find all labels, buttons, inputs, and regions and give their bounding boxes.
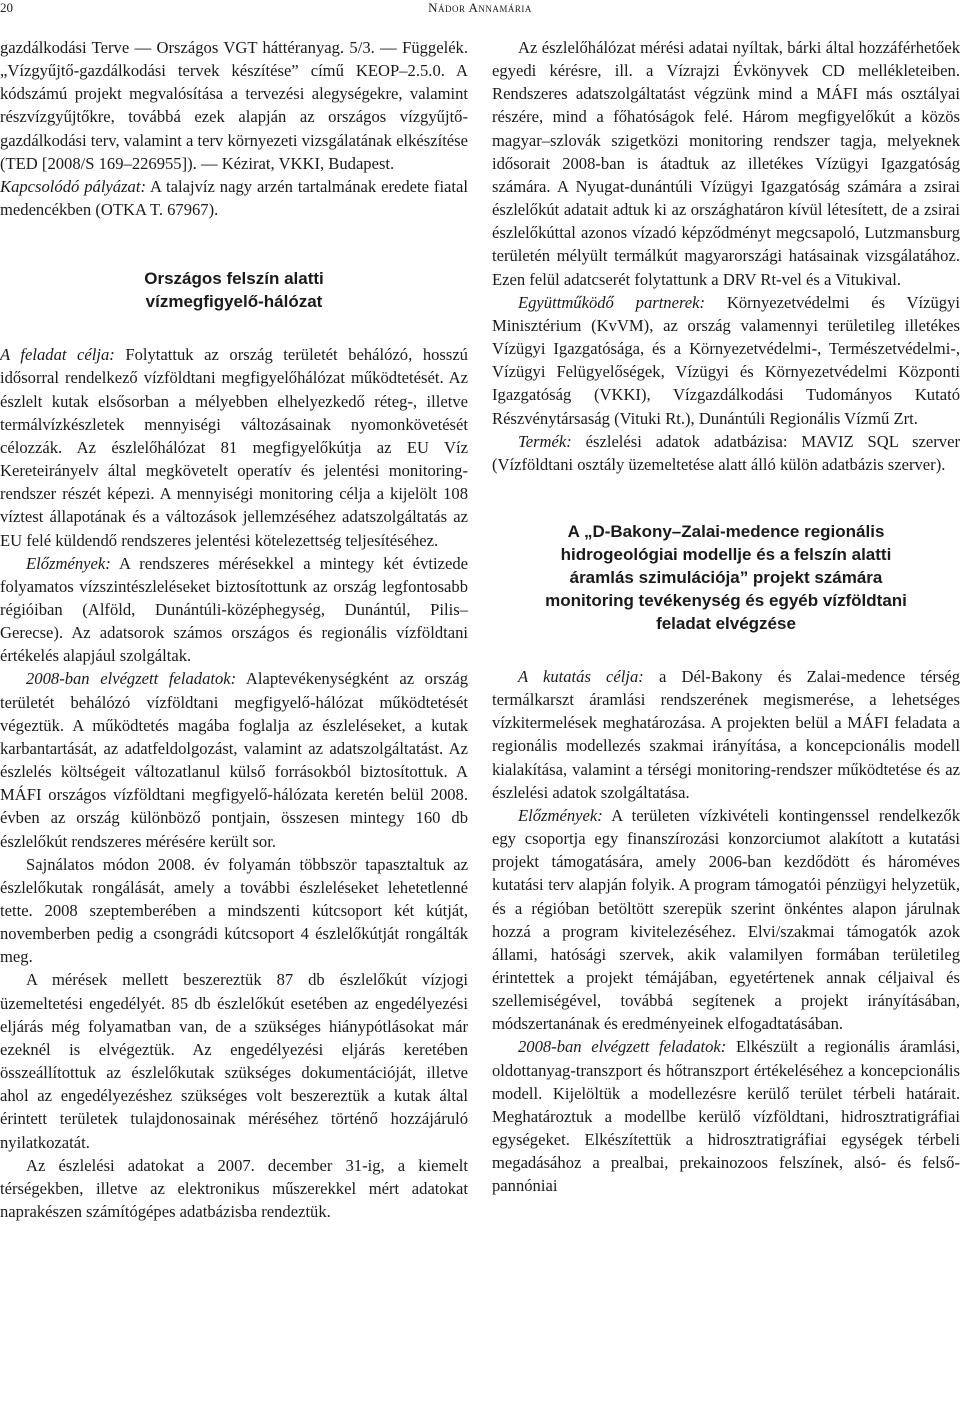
related-grant-text: A talajvíz nagy arzén tartalmának eredete fiatal medencékben (OTKA T. 67967). [0, 176, 469, 220]
right-column [492, 36, 960, 1198]
section-title-monitoring-network: Országos felszín alatti vízmegfigyelő-hálózat [144, 269, 324, 312]
product-label: Termék: [518, 431, 572, 451]
project-antecedents-text: A területen vízkivételi kontingenssel rendelkezők egy csoportja egy finanszírozási konzorciumot alakított a kutatási projekt támogatására, amely 2006-ban kezdődött és hároméves kutatási terv alapján folyik. A program támogatói pénzügyi helyzetük, és a régióban betöltött szerepük szerint önkéntes alapon járulnak hozzá a program kivitelezéséhez. Elvi/szakmai támogatók azok állami, hatósági szervek, akik valamilyen formában területileg érintettek a projekt témájában, egyetértenek annak céljaival és szellemiségével, továbbá segítenek a projekt irányításában, módszertanának és eredményeinek elfogadtatásában. [492, 805, 960, 1034]
research-goal-text: a Dél-Bakony és Zalai-medence térség termálkarszt áramlási rendszerének megismerése, a lehetséges vízkitermelések meghatározása. A projekten belül a MÁFI feladata a regionális modellezés szakmai irányítása, a koncepcionális modell kialakítása, valamint a térségi monitoring-rendszer működtetése és az észlelési adatok szolgáltatása. [492, 666, 960, 802]
product-text: észlelési adatok adatbázisa: MAVIZ SQL szerver (Vízföldtani osztály üzemeltetése alatt álló külön adatbázis szerver). [492, 431, 960, 474]
left-column [0, 36, 468, 1223]
antecedents-text: A rendszeres mérésekkel a mintegy két évtizede folyamatos vízszintészleléseket biztosítottunk az ország legfontosabb régióiban (Alföld, Dunántúli-középhegység, Dunántúl, Pilis–Gerecse). Az adatsorok számos országos és regionális vízföldtani értékelés alapjául szolgáltak. [0, 553, 468, 666]
related-grant-label: Kapcsolódó pályázat: [0, 176, 146, 196]
paragraph-database: Az észlelési adatokat a 2007. december 31-ig, a kiemelt térségekben, illetve az elektronikus műszerekkel mért adatokat naprakészen számítógépes adatbázisba rendeztük. [0, 1155, 468, 1222]
paragraph-vandalism: Sajnálatos módon 2008. év folyamán többször tapasztaltuk az észlelőkutak rongálását, amely a további észleléseket lehetetlenné tette. 2008 szeptemberében a mindszenti kútcsoport két kútját, novemberben pedig a csongrádi kútcsoport 4 észlelőkútját rongálták meg. [0, 854, 468, 967]
paragraph-goal [0, 343, 468, 551]
antecedents-label: Előzmények: [26, 553, 111, 573]
paragraph-project-tasks-2008 [492, 1035, 960, 1197]
project-tasks-text: Elkészült a regionális áramlási, oldottanyag-transzport és hőtranszport értékeléséhez a koncepcionális modell. Kijelöltük a modellezésre kerülő terület térbeli határait. Meghatároztuk a modellbe kerülő vízföldtani, hidrosztratigráfiai egységeket. Elkészítettük a hidrosztratigráfiai egységek térbeli megadásához a prealbai, prekainozoos felszínek, alsó- és felső-pannóniai [492, 1037, 960, 1196]
paragraph-antecedents [0, 552, 468, 668]
paragraph-product [492, 430, 960, 476]
related-grant [0, 175, 468, 221]
tasks-label: 2008-ban elvégzett feladatok: [26, 669, 237, 689]
section-title-bakony-project: A „D-Bakony–Zalai-medence regionális hidrogeológiai modellje és a felszín alatti áramlás szimulációja” projekt számára monitoring tevékenység és egyéb vízföldtani feladat elvégzése [545, 521, 907, 633]
page-header [0, 0, 960, 24]
paragraph-partners [492, 291, 960, 430]
partners-text: Környezetvédelmi és Vízügyi Minisztérium (KvVM), az ország valamennyi területileg illetékes Vízügyi Igazgatósága, és a Környezetvédelmi-, Természetvédelmi-, Vízügyi Felügyelőségek, Vízügyi és Környezetvédelmi Központi Igazgatóság (VKKI), Vízgazdálkodási Tudományos Kutató Részvénytársaság (Vituki Rt.), Dunántúli Regionális Vízmű Zrt. [492, 292, 960, 428]
project-tasks-label: 2008-ban elvégzett feladatok: [518, 1037, 727, 1057]
page-number: 20 [0, 0, 13, 15]
paragraph-project-antecedents [492, 804, 960, 1036]
paragraph-research-goal [492, 665, 960, 804]
research-goal-label: A kutatás célja: [518, 666, 644, 686]
reference-continuation: gazdálkodási Terve — Országos VGT háttéranyag. 5/3. — Függelék. „Vízgyűjtő-gazdálkodási tervek készítése” című KEOP–2.5.0. A kódszámú projekt megvalósítása a tervezési alegységekre, valamint részvízgyűjtőkre, továbbá ezek alapján az országos vízgyűjtő-gazdálkodási terv, valamint a terv környezeti vizsgálatának elkészítése (TED [2008/S 169–226955]). — Kézirat, VKKI, Budapest. [0, 38, 468, 173]
running-author: Nádor Annamária [428, 0, 532, 15]
tasks-text: Alaptevékenységként az ország területét behálózó vízföldtani megfigyelő-hálózat működtetését végeztük. A működtetés magába foglalja az észleléseket, a kutak karbantartását, az adatfeldolgozást, valamint az adatszolgáltatást. Az észlelés költségeit változatlanul külső forrásokból biztosítottuk. A MÁFI országos vízföldtani megfigyelő-hálózata keretén belül 2008. évben az ország különböző pontjain, összesen mintegy 160 db észlelőkút rendszeres mérésére került sor. [0, 669, 468, 851]
project-antecedents-label: Előzmények: [518, 805, 603, 825]
goal-label: A feladat célja: [0, 345, 115, 365]
partners-label: Együttműködő partnerek: [518, 292, 706, 312]
goal-text: Folytattuk az ország területét behálózó, hosszú idősorral rendelkező vízföldtani megfigyelőhálózat működtetését. Az észlelt kutak elsősorban a mélyebben elhelyezkedő réteg-, illetve termálvízkészletek mennyiségi változásainak nyomonkövetését célozzák. Az észlelőhálózat 81 megfigyelőkútja az EU Víz Kereteirányelv által megkövetelt operatív és jelentési monitoring-rendszer részét képezi. A mennyiségi monitoring célja a kijelölt 108 víztest állapotának és a változások jellemzéséhez adatszolgáltatás az EU felé küldendő rendszeres jelentési kötelezettség teljesítéséhez. [0, 345, 468, 550]
paragraph-tasks-2008 [0, 667, 468, 852]
paragraph-permits: A mérések mellett beszereztük 87 db észlelőkút vízjogi üzemeltetési engedélyét. 85 db észlelőkút esetében az engedélyezési eljárás még folyamatban van, de a szükséges hiánypótlásokat már ezeknél is elvégeztük. Az engedélyezési eljárás keretében összeállítottuk az észlelőkutak szükséges dokumentációját, illetve ahol az engedélyezéshez szükséges volt beszereztük a kutak által érintett területek tulajdonosainak méréséhez történő hozzájáruló nyilatkozatát. [0, 970, 468, 1152]
paragraph-data-access: Az észlelőhálózat mérési adatai nyíltak, bárki által hozzáférhetőek egyedi kérésre, ill. a Vízrajzi Évkönyvek CD mellékleteiben. Rendszeres adatszolgáltatást végzünk mind a MÁFI más osztályai részére, mind a főhatóságok felé. Három megfigyelőkút a közös magyar–szlovák szigetközi monitoring rendszer tagja, melyeknek idősorait 2008-ban is átadtuk az illetékes Vízügyi Igazgatóság számára. A Nyugat-dunántúli Vízügyi Igazgatóság számára a zsirai észlelőkút adatait adtuk ki az országhatáron kívül létesített, de a zsirai észlelőkúttal azonos vízadó képződményt megcsapoló, Lutzmansburg területén mélyült termálkút magyarországi hatásainak vizsgálatához. Ezen felül adatcserét folytattunk a DRV Rt-vel és a Vitukival. [492, 38, 960, 289]
